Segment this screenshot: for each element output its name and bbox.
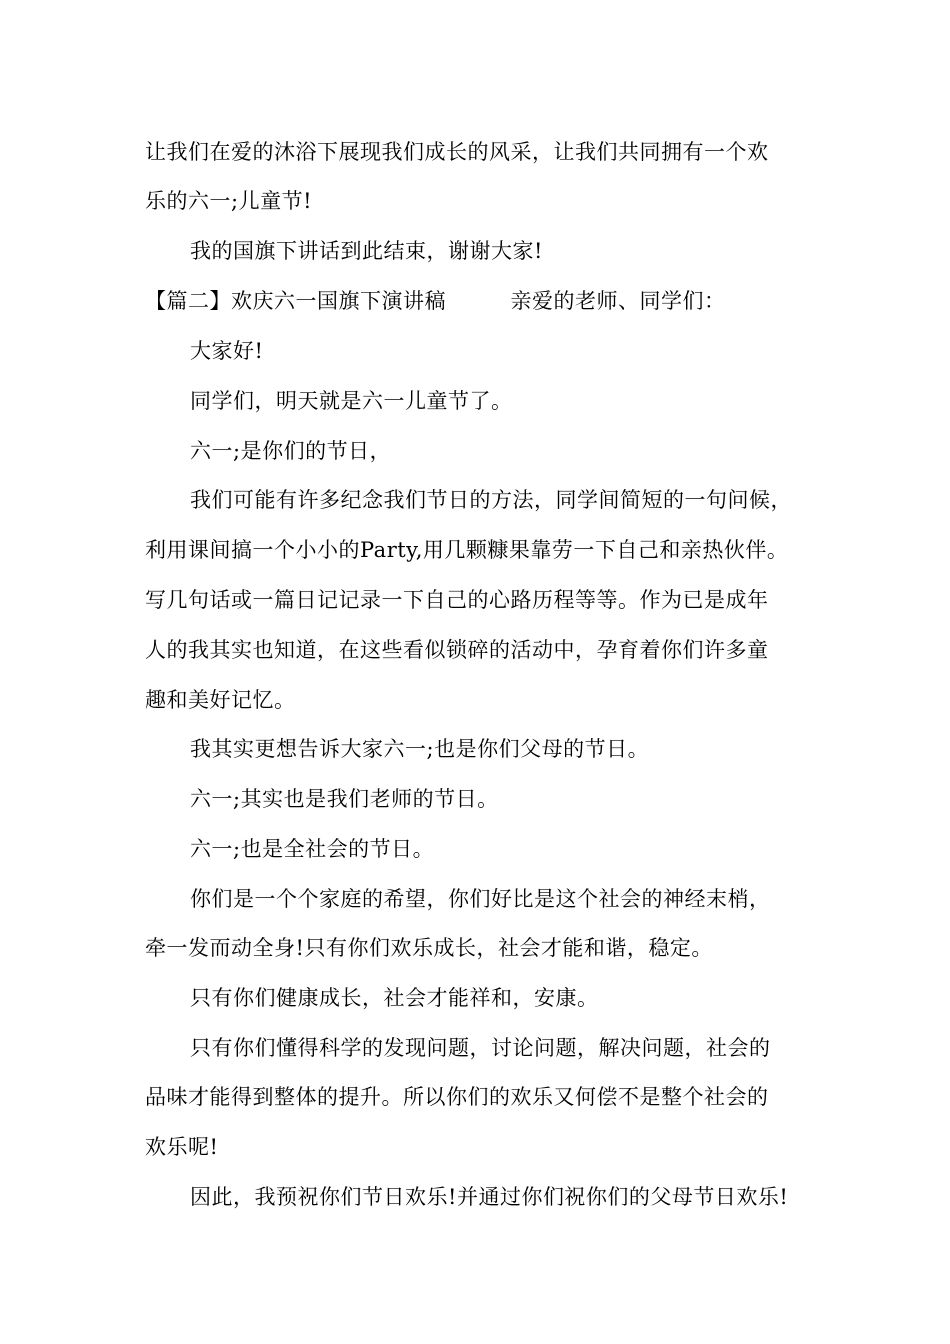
paragraph-line: 品味才能得到整体的提升。所以你们的欢乐又何偿不是整个社会的 xyxy=(145,1085,769,1109)
paragraph-line: 趣和美好记忆。 xyxy=(145,688,296,712)
paragraph-line: 我其实更想告诉大家六一;也是你们父母的节日。 xyxy=(190,737,650,761)
paragraph-line: 同学们，明天就是六一儿童节了。 xyxy=(190,389,513,413)
paragraph-line: 只有你们健康成长，社会才能祥和，安康。 xyxy=(190,986,599,1010)
paragraph-line: 写几句话或一篇日记记录一下自己的心路历程等等。作为已是成年 xyxy=(145,588,769,612)
paragraph-line: 乐的六一;儿童节! xyxy=(145,189,313,213)
paragraph-line: 人的我其实也知道，在这些看似锁碎的活动中，孕育着你们许多童 xyxy=(145,638,769,662)
paragraph-line: 你们是一个个家庭的希望，你们好比是这个社会的神经末梢， xyxy=(190,887,771,911)
paragraph-line: 让我们在爱的沐浴下展现我们成长的风采，让我们共同拥有一个欢 xyxy=(145,140,769,164)
paragraph-line: 欢乐呢! xyxy=(145,1135,219,1159)
paragraph-line: 大家好! xyxy=(190,339,264,363)
paragraph-line: 我们可能有许多纪念我们节日的方法，同学间简短的一句问候， xyxy=(190,488,792,512)
paragraph-line: 利用课间搞一个小小的Party,用几颗糠果靠劳一下自己和亲热伙伴。 xyxy=(145,538,789,562)
paragraph-line: 只有你们懂得科学的发现问题，讨论问题，解决问题，社会的 xyxy=(190,1036,771,1060)
paragraph-line: 六一;也是全社会的节日。 xyxy=(190,837,435,861)
paragraph-line: 牵一发而动全身!只有你们欢乐成长，社会才能和谐，稳定。 xyxy=(145,936,713,960)
paragraph-line: 因此，我预祝你们节日欢乐!并通过你们祝你们的父母节日欢乐! xyxy=(190,1185,789,1209)
paragraph-line: 六一;是你们的节日， xyxy=(190,439,392,463)
paragraph-line: 六一;其实也是我们老师的节日。 xyxy=(190,787,499,811)
section-heading: 【篇二】欢庆六一国旗下演讲稿 亲爱的老师、同学们： xyxy=(145,289,726,313)
paragraph-line: 我的国旗下讲话到此结束，谢谢大家! xyxy=(190,239,543,263)
